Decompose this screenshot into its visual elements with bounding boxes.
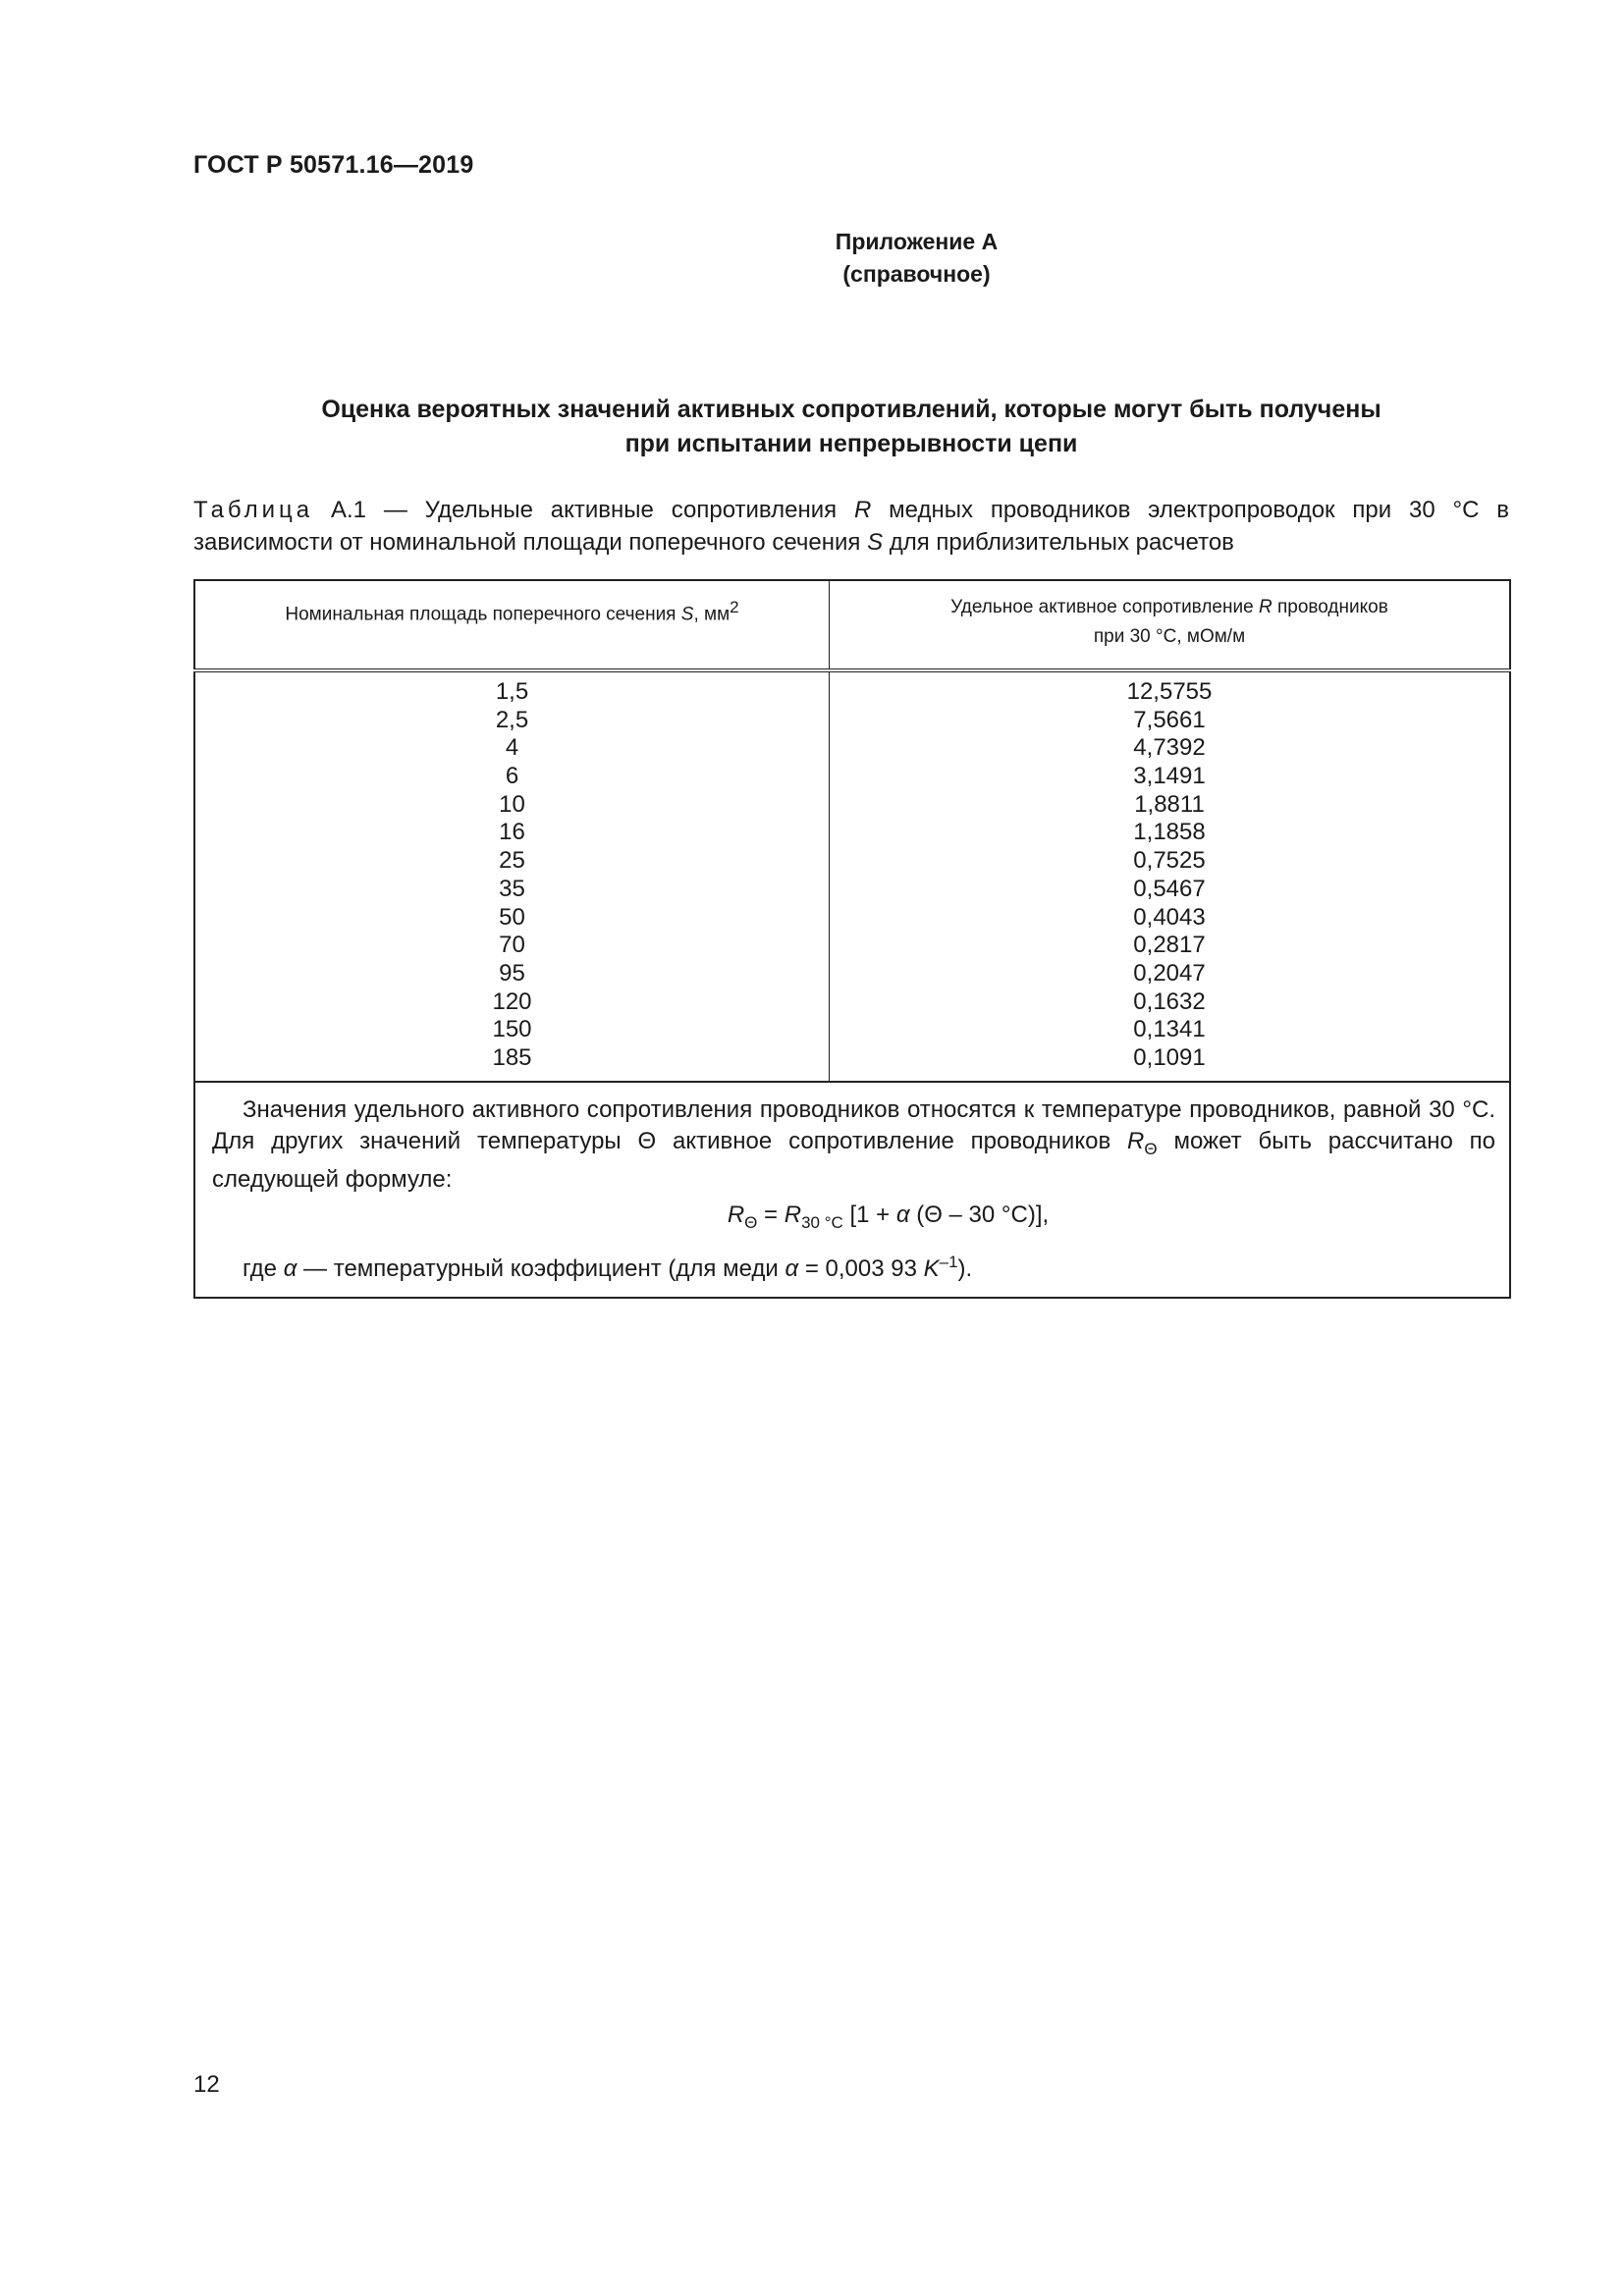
- caption-text-4: для приблизительных расчетов: [889, 529, 1234, 556]
- document-code: ГОСТ Р 50571.16—2019: [193, 151, 474, 179]
- where-text-1: где: [243, 1255, 284, 1283]
- formula-alpha: α: [895, 1201, 910, 1229]
- where-text-2: — температурный коэффициент (для меди: [297, 1255, 785, 1283]
- page-number: 12: [193, 2071, 220, 2098]
- resistance-value: 3,1491: [1133, 763, 1206, 790]
- cross-section-value: 1,5: [495, 678, 529, 705]
- table-caption: [193, 494, 1509, 559]
- header-cross-section-unit: , мм: [693, 604, 731, 625]
- resistance-column: [830, 670, 1511, 1082]
- where-clause: [212, 1247, 1495, 1285]
- where-k: K: [923, 1255, 940, 1283]
- resistance-value: 4,7392: [1133, 734, 1206, 762]
- caption-symbol-s: S: [867, 529, 884, 556]
- resistance-value: 0,1091: [1133, 1043, 1206, 1071]
- table-header-row: [194, 580, 1510, 670]
- cross-section-value: 16: [499, 819, 525, 846]
- resistance-value: 12,5755: [1126, 678, 1213, 705]
- cross-section-value: 185: [492, 1043, 532, 1071]
- caption-symbol-r: R: [853, 497, 872, 523]
- header-resistance-tail: проводников: [1276, 597, 1388, 617]
- where-text-4: ).: [957, 1255, 973, 1283]
- where-alpha-1: α: [283, 1255, 298, 1283]
- appendix-type: (справочное): [842, 261, 991, 287]
- formula-r-30-sub: 30 °С: [801, 1213, 843, 1233]
- header-resistance-line-1: [831, 593, 1508, 622]
- cross-section-column: [194, 670, 830, 1082]
- table-note: [194, 1082, 1510, 1299]
- note-text-1: Значения удельного активного сопротивления проводников относятся к температуре проводников, равной 30 °С. Для других значений температуры Θ активное сопротивление проводников: [212, 1095, 1495, 1154]
- cross-section-value: 4: [505, 734, 519, 762]
- caption-number: А.1: [330, 497, 366, 523]
- header-resistance: [830, 580, 1511, 670]
- header-cross-section-symbol: S: [680, 604, 694, 625]
- resistance-value: 0,2817: [1133, 932, 1206, 959]
- formula-rest: (Θ – 30 °С)],: [909, 1201, 1050, 1229]
- resistance-table: [193, 579, 1511, 1299]
- note-symbol-sub: Θ: [1144, 1139, 1158, 1158]
- caption-label: Таблица: [193, 497, 314, 523]
- cross-section-value: 6: [505, 763, 519, 790]
- cross-section-value: 25: [499, 847, 525, 875]
- resistance-value: 0,7525: [1133, 847, 1206, 875]
- heading-line-2: при испытании непрерывности цепи: [624, 430, 1078, 457]
- heading-line-1: Оценка вероятных значений активных сопротивлений, которые могут быть получены: [321, 396, 1381, 423]
- resistance-value: 1,1858: [1133, 819, 1206, 846]
- cross-section-value: 2,5: [495, 706, 529, 733]
- table-note-row: [194, 1082, 1510, 1299]
- note-symbol-r: R: [1127, 1127, 1145, 1154]
- cross-section-value: 95: [499, 959, 525, 987]
- header-cross-section-unit-sup: 2: [730, 598, 739, 616]
- where-k-sup: –1: [939, 1253, 958, 1272]
- resistance-value: 0,2047: [1133, 959, 1206, 987]
- section-heading: [193, 393, 1509, 461]
- where-alpha-2: α: [785, 1255, 799, 1283]
- cross-section-value: 70: [499, 932, 525, 959]
- header-cross-section-text: Номинальная площадь поперечного сечения: [285, 604, 677, 625]
- caption-text-2: медных проводников электропроводок при 30 °С: [889, 497, 1480, 523]
- header-cross-section: [194, 580, 830, 670]
- formula-r-theta-sub: Θ: [744, 1213, 758, 1233]
- header-resistance-text: Удельное активное сопротивление: [950, 597, 1254, 617]
- resistance-value: 0,5467: [1133, 875, 1206, 902]
- formula-r-theta: R: [727, 1201, 745, 1229]
- cross-section-value: 120: [492, 988, 532, 1015]
- formula-bracket: [1 +: [842, 1201, 896, 1229]
- cross-section-value: 150: [492, 1016, 532, 1043]
- note-paragraph: [212, 1095, 1495, 1197]
- cross-section-value: 35: [499, 875, 525, 902]
- appendix-title: Приложение А: [835, 229, 999, 254]
- resistance-value: 7,5661: [1133, 706, 1206, 733]
- where-text-3: = 0,003 93: [798, 1255, 924, 1283]
- cross-section-value: 10: [499, 790, 525, 818]
- caption-text-3: в зависимости от номинальной площади поперечного сечения: [193, 497, 1510, 556]
- header-resistance-symbol: R: [1258, 597, 1272, 617]
- resistance-value: 0,4043: [1133, 903, 1206, 931]
- formula-equals: =: [757, 1201, 785, 1229]
- resistance-value: 0,1632: [1133, 988, 1206, 1015]
- table-body-row: [194, 670, 1510, 1082]
- resistance-value: 0,1341: [1133, 1016, 1206, 1043]
- note-text-2: может быть рассчитано по следующей формуле:: [212, 1127, 1495, 1194]
- cross-section-value: 50: [499, 903, 525, 931]
- resistance-value: 1,8811: [1134, 790, 1205, 818]
- caption-text-1: — Удельные активные сопротивления: [383, 497, 838, 523]
- formula-r-30: R: [784, 1201, 802, 1229]
- header-resistance-line-2: при 30 °С, мОм/м: [1093, 626, 1246, 647]
- formula: [212, 1200, 1495, 1239]
- appendix-title-block: [0, 226, 1624, 291]
